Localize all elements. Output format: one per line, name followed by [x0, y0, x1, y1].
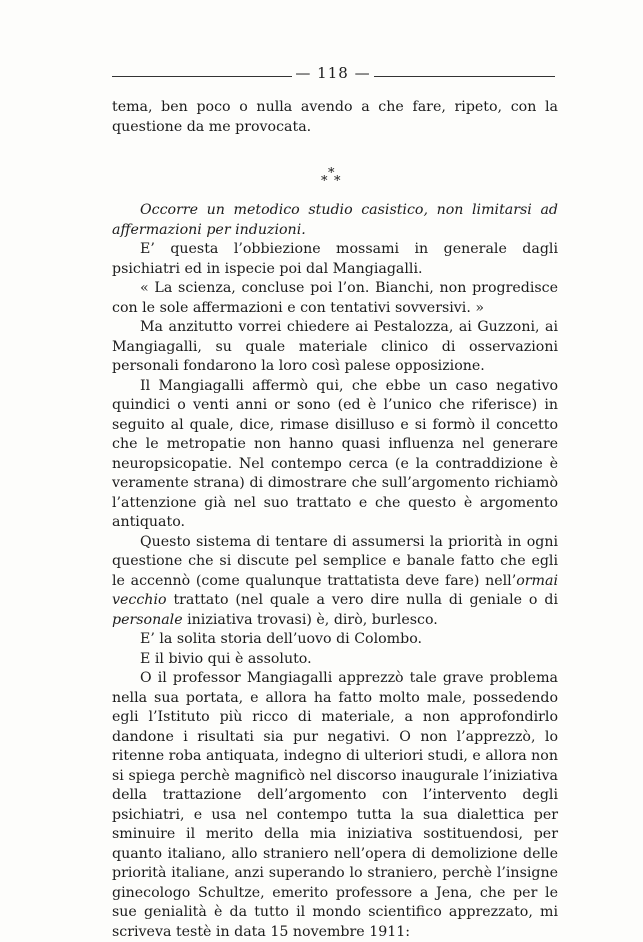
paragraph: Ma anzitutto vorrei chiedere ai Pestalozza, ai Guzzoni, ai Mangiagalli, su quale materiale clinico di osservazioni personali fondarono la loro così palese opposizione. [112, 319, 558, 374]
section-asterism [112, 137, 558, 201]
emphasis-personale: personale [112, 611, 183, 628]
paragraph-quote: « La scienza, concluse poi l’on. Bianchi, non progredisce con le sole affermazioni e con tentativi sovversivi. » [112, 280, 558, 316]
paragraph-text: trattato (nel quale a vero dire nulla di geniale o di [166, 592, 558, 608]
paragraph-with-emphasis [112, 533, 558, 631]
paragraph: E il bivio qui è assoluto. [140, 650, 312, 667]
asterism-star-top: * [328, 166, 335, 181]
header-rule-left [112, 76, 292, 77]
section-heading-italic: Occorre un metodico studio casistico, non limitarsi ad affermazioni per induzioni. [112, 202, 558, 238]
header-rule-right [374, 76, 555, 77]
paragraph: O il professor Mangiagalli apprezzò tale grave problema nella sua portata, e allora ha fatto molto male, possedendo egli l’Istituto più ricco di materiale, a non approfondirlo dandone i risultati sia pur negativi. O non l’apprezzò, lo ritenne roba antiquata, indegno di ulteriori studi, e allora non si spiega perchè magnificò nel discorso inaugurale l’iniziativa della trattazione dell’argomento con l’intervento degli psichiatri, e usa nel contempo tutta la sua dialettica per sminuire il merito della mia iniziativa sostituendosi, per quanto italiano, allo straniero nell’opera di demolizione delle priorità italiane, anzi superando lo straniero, perchè l’insigne ginecologo Schultze, emerito professore a Jena, che per le sue genialità è da tutto il mondo scientifico apprezzato, mi scriveva testè in data 15 novembre 1911: [112, 670, 558, 940]
page-body [112, 98, 558, 942]
page-number: — 118 — [295, 64, 371, 82]
paragraph-text: Questo sistema di tentare di assumersi la priorità in ogni questione che si discute pel semplice e banale fatto che egli le accennò (come qualunque trattatista deve fare) nell’ [112, 533, 558, 589]
paragraph: E’ questa l’obbiezione mossami in generale dagli psichiatri ed in ispecie poi dal Mangiagalli. [112, 241, 558, 277]
paragraph: E’ la solita storia dell’uovo di Colombo. [140, 631, 423, 647]
paragraph-continuation: tema, ben poco o nulla avendo a che fare, ripeto, con la questione da me provocata. [112, 99, 558, 135]
asterism-star-left: * [321, 174, 328, 189]
emphasis-ormai-vecchio: ormai vecchio [112, 572, 558, 608]
asterism-star-right: * [334, 174, 341, 189]
paragraph-text: iniziativa trovasi) è, dirò, burlesco. [182, 611, 438, 628]
paragraph: Il Mangiagalli affermò qui, che ebbe un caso negativo quindici o venti anni or sono (ed è l’unico che riferisce) in seguito al quale, dice, rimase disilluso e si formò il concetto che le metropatie non hanno quasi influenza nel generare neuropsicopatie. Nel contempo cerca (e la contraddizione è veramente strana) di dimostrare che sull’argomento richiamò l’attenzione già nel suo trattato e che questo è argomento antiquato. [112, 377, 558, 530]
page-header [112, 64, 555, 86]
